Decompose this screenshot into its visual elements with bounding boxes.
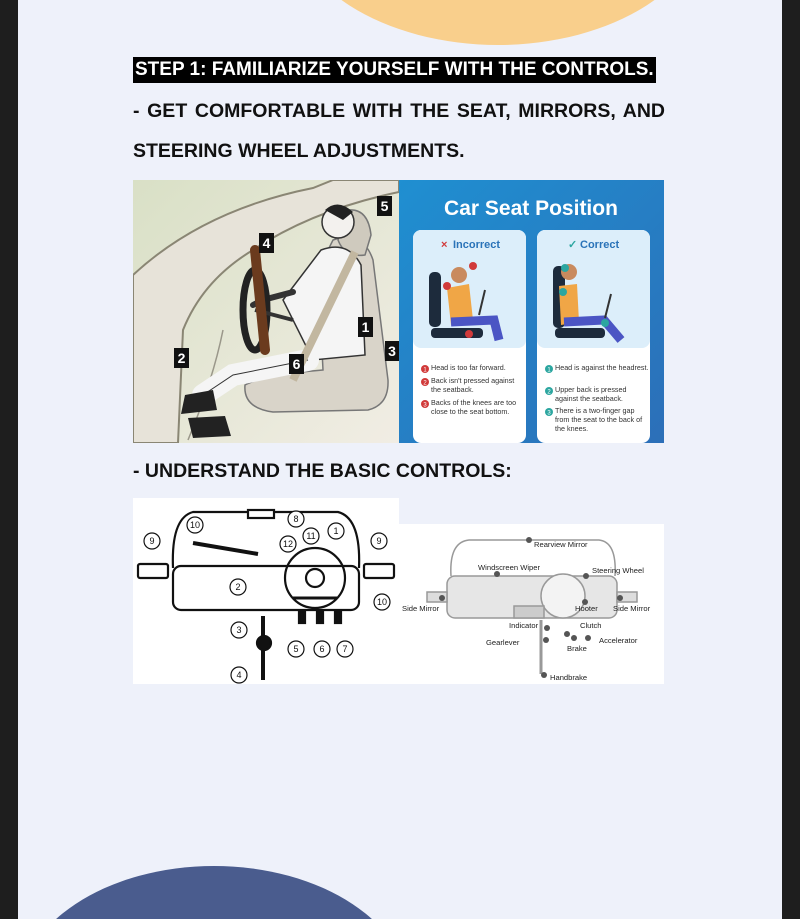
intro-line-1: - GET COMFORTABLE WITH THE SEAT, MIRRORS, AND [133,100,665,122]
svg-text:4: 4 [236,670,242,680]
correct-note-2: Upper back is pressed against the seatback. [555,385,627,403]
svg-text:5: 5 [293,644,299,654]
svg-text:1: 1 [361,319,370,335]
label-accelerator: Accelerator [599,636,638,645]
svg-text:6: 6 [319,644,325,654]
incorrect-note-1: Head is too far forward. [431,363,506,372]
svg-text:6: 6 [292,356,301,372]
svg-text:3: 3 [423,402,427,409]
document-page [18,0,782,919]
svg-text:1: 1 [423,367,427,374]
label-steering-wheel: Steering Wheel [592,566,644,575]
label-side-mirror-left: Side Mirror [402,604,440,613]
seat-position-infographic [399,180,664,443]
correct-label: Correct [580,239,620,251]
correct-note-3: There is a two-finger gap from the seat to the back of the knees. [555,406,643,433]
svg-text:12: 12 [282,539,294,549]
decorative-blob-bottom [18,866,410,919]
seat-callout-5 [377,196,392,216]
label-gearlever: Gearlever [486,638,520,647]
seat-illustration [133,180,399,443]
step-heading: STEP 1: FAMILIARIZE YOURSELF WITH THE CONTROLS. [133,57,656,83]
seat-callout-3 [385,341,399,361]
control-number-callouts [144,511,390,683]
seat-position-title: Car Seat Position [444,197,618,220]
svg-text:4: 4 [262,235,271,251]
correct-notes [545,363,649,438]
svg-text:7: 7 [342,644,348,654]
correct-note-1: Head is against the headrest. [555,363,649,372]
seat-callout-2 [174,348,189,368]
label-hooter: Hooter [575,604,598,613]
svg-text:1: 1 [547,367,551,374]
correct-mark-icon: ✓ [568,239,578,251]
svg-text:9: 9 [149,536,155,546]
seat-callout-6 [289,354,304,374]
incorrect-mark-icon: × [441,239,448,251]
dashboard-diagram [399,524,664,684]
intro-line-2: STEERING WHEEL ADJUSTMENTS. [133,140,465,162]
seat-callout-1 [358,317,373,337]
incorrect-note-2: Back isn't pressed against the seatback. [431,376,515,394]
label-windscreen-wiper: Windscreen Wiper [478,563,541,572]
label-side-mirror-right: Side Mirror [613,604,651,613]
decorative-blob-top [288,0,708,45]
svg-text:3: 3 [236,625,242,635]
svg-text:10: 10 [376,597,388,607]
svg-text:10: 10 [189,520,201,530]
label-rearview-mirror: Rearview Mirror [534,540,588,549]
svg-text:9: 9 [376,536,382,546]
incorrect-note-3: Backs of the knees are too close to the seat bottom. [431,398,517,416]
svg-text:5: 5 [380,198,389,214]
section-2-heading: - UNDERSTAND THE BASIC CONTROLS: [133,460,512,482]
svg-text:1: 1 [333,526,339,536]
svg-text:2: 2 [235,582,241,592]
controls-diagram [133,498,399,684]
svg-text:3: 3 [388,343,396,359]
label-brake: Brake [567,644,587,653]
label-indicator: Indicator [509,621,539,630]
svg-text:11: 11 [306,531,316,541]
svg-text:2: 2 [177,350,186,366]
incorrect-label: Incorrect [453,239,501,251]
seat-callout-4 [259,233,274,253]
svg-text:3: 3 [547,410,551,417]
svg-text:8: 8 [293,514,299,524]
label-handbrake: Handbrake [550,673,588,682]
incorrect-notes [421,363,525,430]
label-clutch: Clutch [580,621,602,630]
svg-text:2: 2 [423,380,427,387]
svg-text:2: 2 [547,389,551,396]
